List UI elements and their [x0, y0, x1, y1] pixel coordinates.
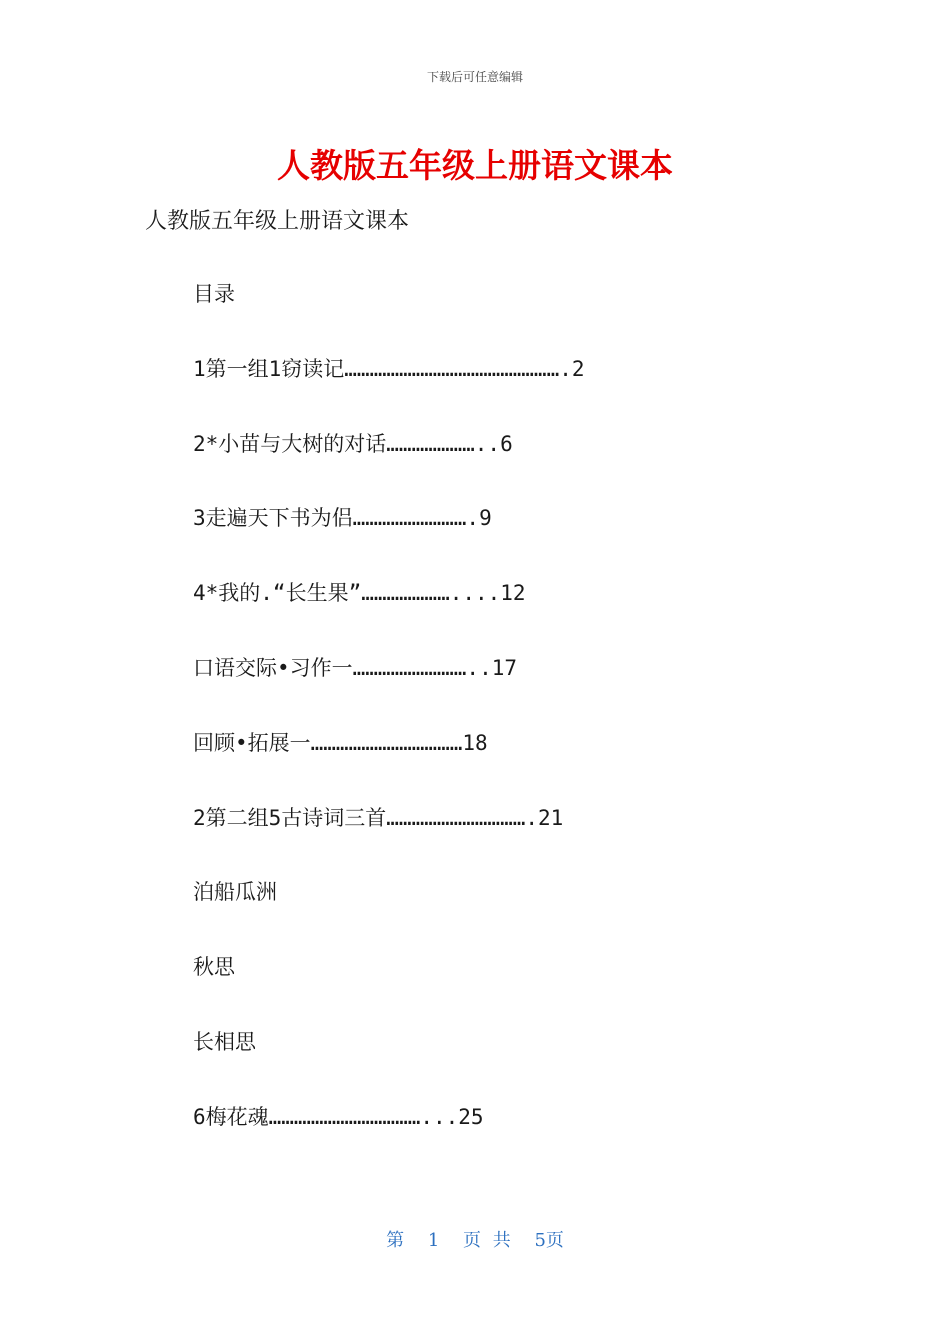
toc-entry: 回顾•拓展一………………………………18 — [193, 730, 488, 755]
toc-entry: 长相思 — [193, 1029, 256, 1054]
footer-prefix: 第 — [386, 1230, 405, 1251]
table-of-contents — [193, 279, 813, 1177]
document-title: 人教版五年级上册语文课本 — [277, 146, 673, 185]
toc-entry: 口语交际•习作一………………………..17 — [193, 655, 518, 680]
footer-total-pages: 5页 — [534, 1230, 564, 1251]
toc-entry: 泊船瓜洲 — [193, 880, 277, 905]
toc-entry: 2第二组5古诗词三首…………………………….21 — [193, 805, 564, 830]
toc-heading: 目录 — [193, 282, 235, 306]
toc-entry: 1第一组1窃读记…………………………………………….2 — [193, 356, 585, 381]
toc-entry: 2*小苗与大树的对话…………………..6 — [193, 431, 513, 456]
footer-current-page: 1 — [427, 1230, 440, 1251]
toc-entry: 3走遍天下书为侣……………………….9 — [193, 506, 492, 531]
footer-middle: 页 共 — [463, 1230, 511, 1251]
toc-entry: 4*我的.“长生果”…………………....12 — [193, 581, 526, 606]
toc-entry: 6梅花魂………………………………...25 — [193, 1104, 484, 1129]
document-subtitle: 人教版五年级上册语文课本 — [145, 209, 410, 234]
header-note: 下载后可任意编辑 — [426, 70, 523, 84]
toc-entry: 秋思 — [193, 955, 235, 980]
page-number-footer — [0, 1226, 950, 1252]
